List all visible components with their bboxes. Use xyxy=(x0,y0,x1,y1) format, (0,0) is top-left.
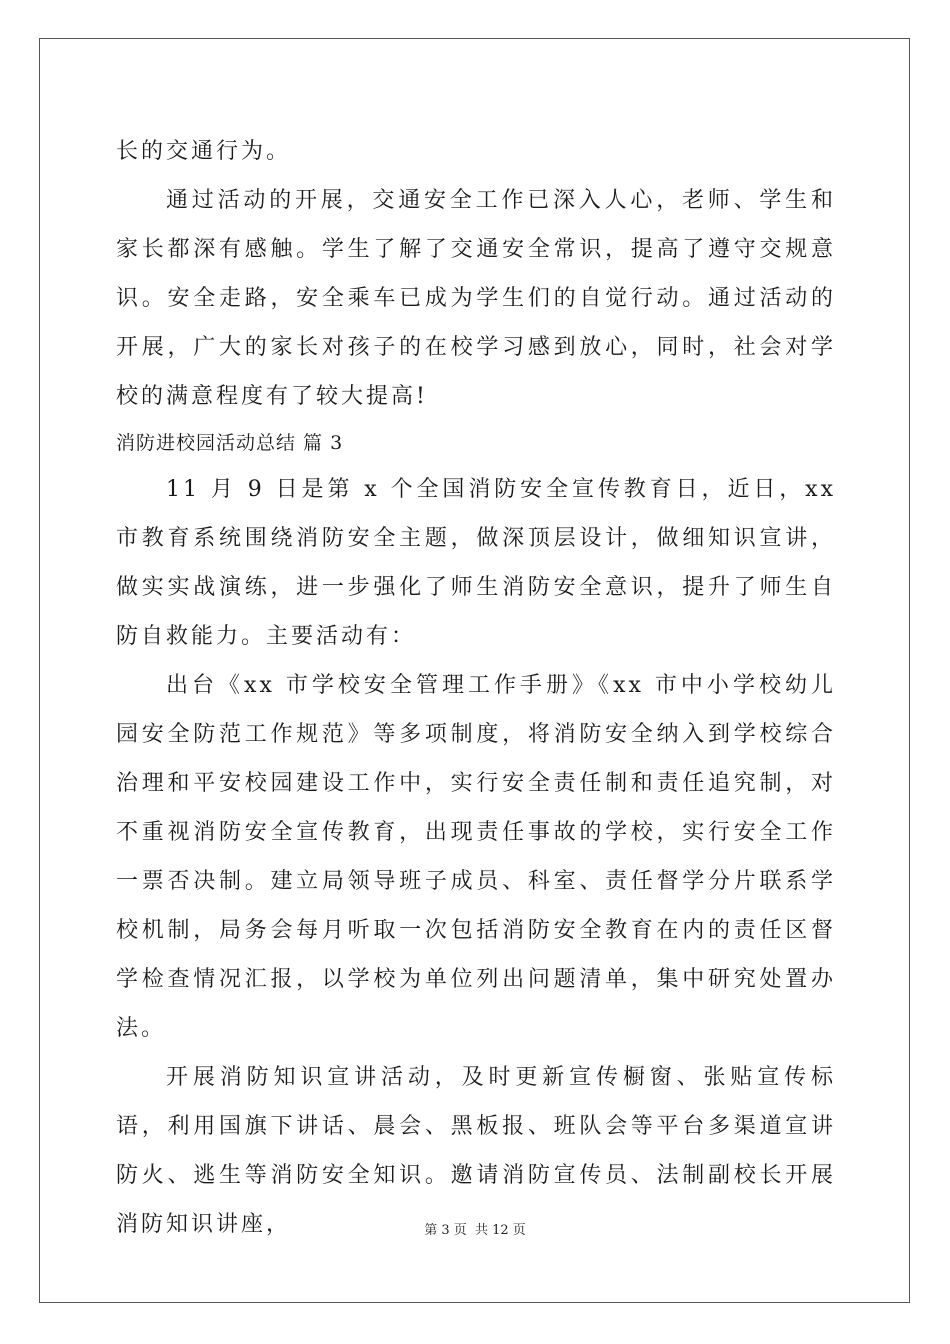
paragraph-continuation: 长的交通行为。 xyxy=(116,139,292,164)
page-footer xyxy=(0,1219,950,1238)
document-body xyxy=(116,127,836,1249)
paragraph-regulations: 出台《xx 市学校安全管理工作手册》《xx 市中小学校幼儿园安全防范工作规范》等多项制度，将消防安全纳入到学校综合治理和平安校园建设工作中，实行安全责任制和责任追究制，对不重视消防安全宣传教育，出现责任事故的学校，实行安全工作一票否决制。建立局领导班子成员、科室、责任督学分片联系学校机制，局务会每月听取一次包括消防安全教育在内的责任区督学检查情况汇报，以学校为单位列出问题清单，集中研究处置办法。 xyxy=(116,673,836,1041)
section-heading: 消防进校园活动总结 篇 3 xyxy=(116,432,344,454)
page-number: 第 3 页 xyxy=(424,1223,467,1238)
paragraph-publicity: 开展消防知识宣讲活动，及时更新宣传橱窗、张贴宣传标语，利用国旗下讲话、晨会、黑板报、班队会等平台多渠道宣讲防火、逃生等消防安全知识。邀请消防宣传员、法制副校长开展消防知识讲座， xyxy=(116,1065,836,1237)
paragraph-fire-day: 11 月 9 日是第 x 个全国消防安全宣传教育日，近日，xx 市教育系统围绕消防安全主题，做深顶层设计，做细知识宣讲，做实实战演练，进一步强化了师生消防安全意识，提升了师生自防自救能力。主要活动有： xyxy=(116,477,836,649)
page-total: 共 12 页 xyxy=(474,1223,526,1238)
paragraph-traffic-summary: 通过活动的开展，交通安全工作已深入人心，老师、学生和家长都深有感触。学生了解了交通安全常识，提高了遵守交规意识。安全走路，安全乘车已成为学生们的自觉行动。通过活动的开展，广大的家长对孩子的在校学习感到放心，同时，社会对学校的满意程度有了较大提高! xyxy=(116,188,836,409)
